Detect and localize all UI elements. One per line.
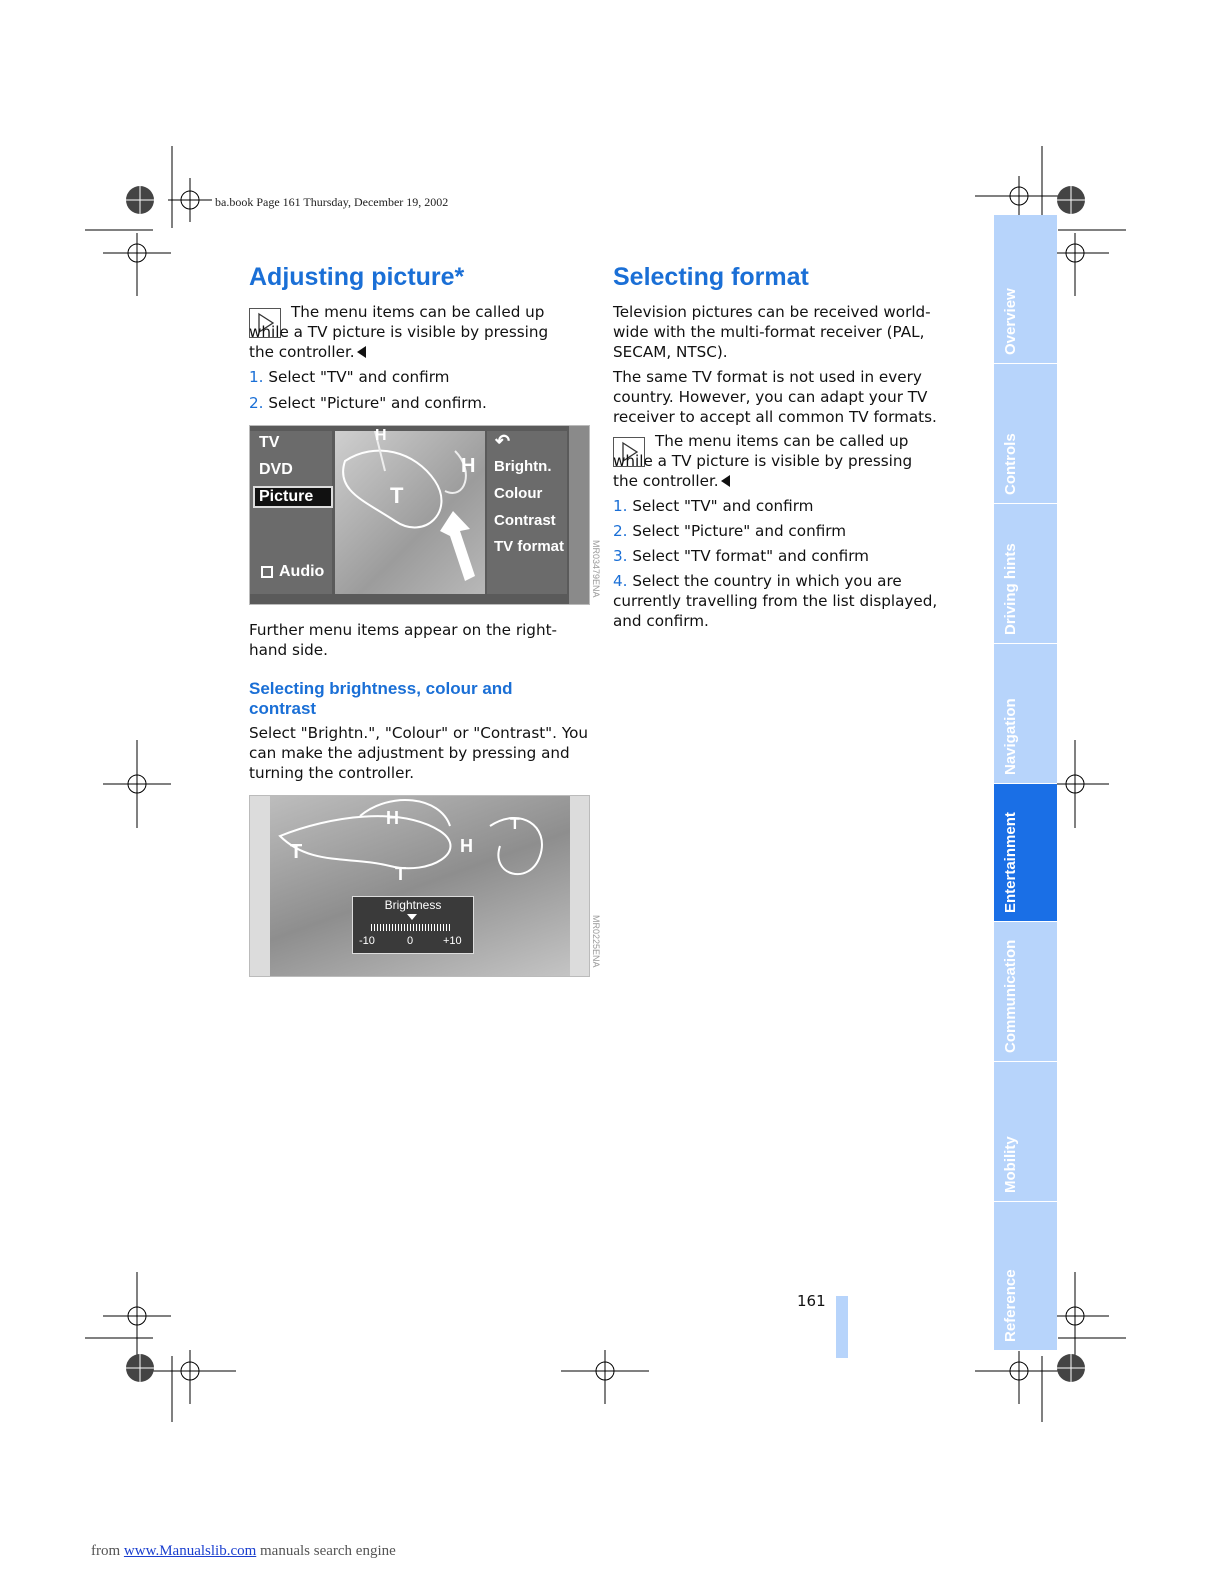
tab-communication[interactable]: Communication (994, 922, 1057, 1062)
book-header-line: ba.book Page 161 Thursday, December 19, 2002 (215, 195, 449, 209)
menu-item-tv: TV (259, 434, 280, 451)
tab-overview[interactable]: Overview (994, 215, 1057, 364)
right-step-1: 1. Select "TV" and confirm (613, 497, 814, 515)
manualslib-link[interactable]: www.Manualslib.com (123, 1543, 257, 1559)
brightness-slider-overlay (352, 896, 474, 954)
end-marker-icon (357, 346, 366, 358)
screen-scrollbar (569, 426, 589, 604)
map-label-t: T (290, 841, 303, 863)
map-label-t: T (395, 864, 406, 884)
figure-code: MR03479ENA (591, 540, 601, 598)
end-marker-icon (721, 475, 730, 487)
map-label-h: H (460, 836, 473, 856)
menu-item-picture: Picture (253, 486, 333, 508)
right-note: The menu items can be called up while a TV picture is visible by pressing the controller. (613, 432, 913, 490)
title-adjusting-picture: Adjusting picture* (249, 263, 465, 291)
tab-navigation[interactable]: Navigation (994, 644, 1057, 784)
menu-item-tv-format: TV format (494, 538, 565, 555)
map-label-h: H (461, 455, 476, 477)
format-para-1: Television pictures can be received world-wide with the multi-format receiver (PAL, SECAM, NTSC). (613, 303, 931, 361)
scale-mid: 0 (407, 935, 414, 947)
tab-mobility[interactable]: Mobility (994, 1062, 1057, 1202)
map-label-t: T (390, 483, 404, 508)
menu-item-dvd: DVD (259, 461, 293, 478)
back-arrow-icon: ↶ (495, 431, 511, 451)
map-label-h: H (386, 808, 399, 828)
brightness-label: Brightness (384, 898, 442, 912)
tab-reference[interactable]: Reference (994, 1202, 1057, 1351)
audio-icon (261, 566, 273, 578)
left-step-2: 2. Select "Picture" and confirm. (249, 394, 487, 412)
footer: from www.Manualslib.com manuals search engine (91, 1543, 396, 1559)
format-para-2: The same TV format is not used in every country. However, you can adapt your TV receiver to accept all common TV formats. (613, 368, 937, 426)
left-step-1: 1. Select "TV" and confirm (249, 368, 450, 386)
menu-item-brightness: Brightn. (494, 458, 552, 475)
map-label-h: H (375, 427, 387, 444)
weather-map-image (335, 427, 485, 594)
page-number: 161 (797, 1292, 826, 1310)
screen-right-menu (487, 431, 567, 594)
title-selecting-format: Selecting format (613, 263, 809, 291)
menu-item-audio: Audio (259, 563, 324, 581)
further-items-text: Further menu items appear on the right-hand side. (249, 621, 558, 659)
left-note: The menu items can be called up while a TV picture is visible by pressing the controller. (249, 303, 549, 361)
menu-item-colour: Colour (494, 485, 543, 502)
right-step-3: 3. Select "TV format" and confirm (613, 547, 869, 565)
map-label-t: T (510, 816, 520, 833)
right-step-2: 2. Select "Picture" and confirm (613, 522, 847, 540)
brightness-screenshot (249, 795, 590, 977)
scale-max: +10 (443, 935, 462, 947)
screen-left-menu (250, 431, 332, 594)
right-step-4: 4. Select the country in which you are currently travelling from the list displayed, and confirm. (613, 572, 938, 630)
menu-item-contrast: Contrast (494, 512, 556, 529)
subheading-brightness: Selecting brightness, colour and contrast (249, 679, 513, 718)
figure-code: MR0225ENA (591, 915, 601, 968)
brightness-scale (371, 924, 451, 931)
slider-pointer-icon (407, 914, 417, 920)
tv-menu-screenshot (249, 425, 590, 605)
brightness-text: Select "Brightn.", "Colour" or "Contrast". You can make the adjustment by pressing and turning the controller. (249, 724, 589, 782)
tab-driving-hints[interactable]: Driving hints (994, 504, 1057, 644)
tab-entertainment[interactable]: Entertainment (994, 784, 1057, 922)
page-number-bar (836, 1296, 848, 1358)
tab-controls[interactable]: Controls (994, 364, 1057, 504)
scale-min: -10 (359, 935, 375, 947)
